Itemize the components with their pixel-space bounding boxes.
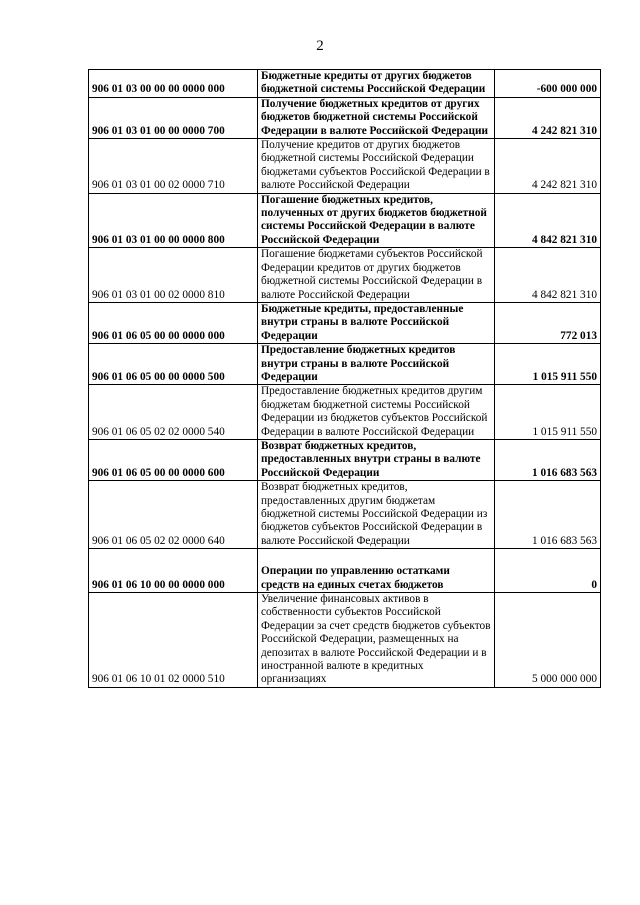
description-cell: Предоставление бюджетных кредитов внутри страны в валюте Российской Федерации (258, 344, 495, 385)
amount-cell: 4 242 821 310 (495, 97, 601, 138)
table-row (89, 139, 601, 194)
amount-cell: 5 000 000 000 (495, 593, 601, 688)
description-cell: Бюджетные кредиты от других бюджетов бюджетной системы Российской Федерации (258, 70, 495, 98)
budget-code-cell: 906 01 03 00 00 00 0000 000 (89, 70, 258, 98)
table-row (89, 549, 601, 593)
amount-cell: 4 242 821 310 (495, 139, 601, 194)
budget-code-cell: 906 01 06 05 02 02 0000 540 (89, 385, 258, 440)
table-row (89, 70, 601, 98)
budget-code-cell: 906 01 06 05 00 00 0000 000 (89, 302, 258, 343)
budget-code-cell: 906 01 06 10 01 02 0000 510 (89, 593, 258, 688)
budget-code-cell: 906 01 03 01 00 00 0000 700 (89, 97, 258, 138)
budget-code-cell: 906 01 06 05 00 00 0000 500 (89, 344, 258, 385)
amount-cell: 0 (495, 549, 601, 593)
table-row (89, 302, 601, 343)
amount-cell: -600 000 000 (495, 70, 601, 98)
table-row (89, 344, 601, 385)
description-cell: Погашение бюджетами субъектов Российской Федерации кредитов от других бюджетов бюджетной системы Российской Федерации в валюте Российской Федерации (258, 248, 495, 303)
table-row (89, 97, 601, 138)
budget-code-cell: 906 01 06 10 00 00 0000 000 (89, 549, 258, 593)
budget-code-cell: 906 01 06 05 00 00 0000 600 (89, 439, 258, 480)
description-cell: Получение бюджетных кредитов от других бюджетов бюджетной системы Российской Федерации в валюте Российской Федерации (258, 97, 495, 138)
table-row (89, 439, 601, 480)
amount-cell: 1 015 911 550 (495, 385, 601, 440)
budget-code-cell: 906 01 03 01 00 00 0000 800 (89, 193, 258, 248)
description-cell: Предоставление бюджетных кредитов другим бюджетам бюджетной системы Российской Федерации из бюджетов субъектов Российской Федерации в валюте Российской Федерации (258, 385, 495, 440)
description-cell: Погашение бюджетных кредитов, полученных от других бюджетов бюджетной системы Российской Федерации в валюте Российской Федерации (258, 193, 495, 248)
description-cell: Бюджетные кредиты, предоставленные внутри страны в валюте Российской Федерации (258, 302, 495, 343)
table-row (89, 481, 601, 549)
description-cell: Получение кредитов от других бюджетов бюджетной системы Российской Федерации бюджетами субъектов Российской Федерации в валюте Российской Федерации (258, 139, 495, 194)
budget-sources-table (88, 69, 601, 688)
amount-cell: 4 842 821 310 (495, 248, 601, 303)
table-row (89, 248, 601, 303)
amount-cell: 1 016 683 563 (495, 481, 601, 549)
budget-code-cell: 906 01 03 01 00 02 0000 710 (89, 139, 258, 194)
description-cell: Возврат бюджетных кредитов, предоставленных внутри страны в валюте Российской Федерации (258, 439, 495, 480)
table-row (89, 593, 601, 688)
description-cell: Увеличение финансовых активов в собственности субъектов Российской Федерации за счет средств бюджетов субъектов Российской Федерации, размещенных на депозитах в валюте Российской Федерации и в иностранной валюте в кредитных организациях (258, 593, 495, 688)
amount-cell: 1 016 683 563 (495, 439, 601, 480)
table-row (89, 193, 601, 248)
description-cell: Возврат бюджетных кредитов, предоставленных другим бюджетам бюджетной системы Российской Федерации из бюджетов субъектов Российской Федерации в валюте Российской Федерации (258, 481, 495, 549)
table-row (89, 385, 601, 440)
amount-cell: 772 013 (495, 302, 601, 343)
budget-code-cell: 906 01 06 05 02 02 0000 640 (89, 481, 258, 549)
amount-cell: 4 842 821 310 (495, 193, 601, 248)
page-number: 2 (316, 38, 324, 54)
budget-code-cell: 906 01 03 01 00 02 0000 810 (89, 248, 258, 303)
amount-cell: 1 015 911 550 (495, 344, 601, 385)
description-cell: Операции по управлению остатками средств на единых счетах бюджетов (258, 549, 495, 593)
